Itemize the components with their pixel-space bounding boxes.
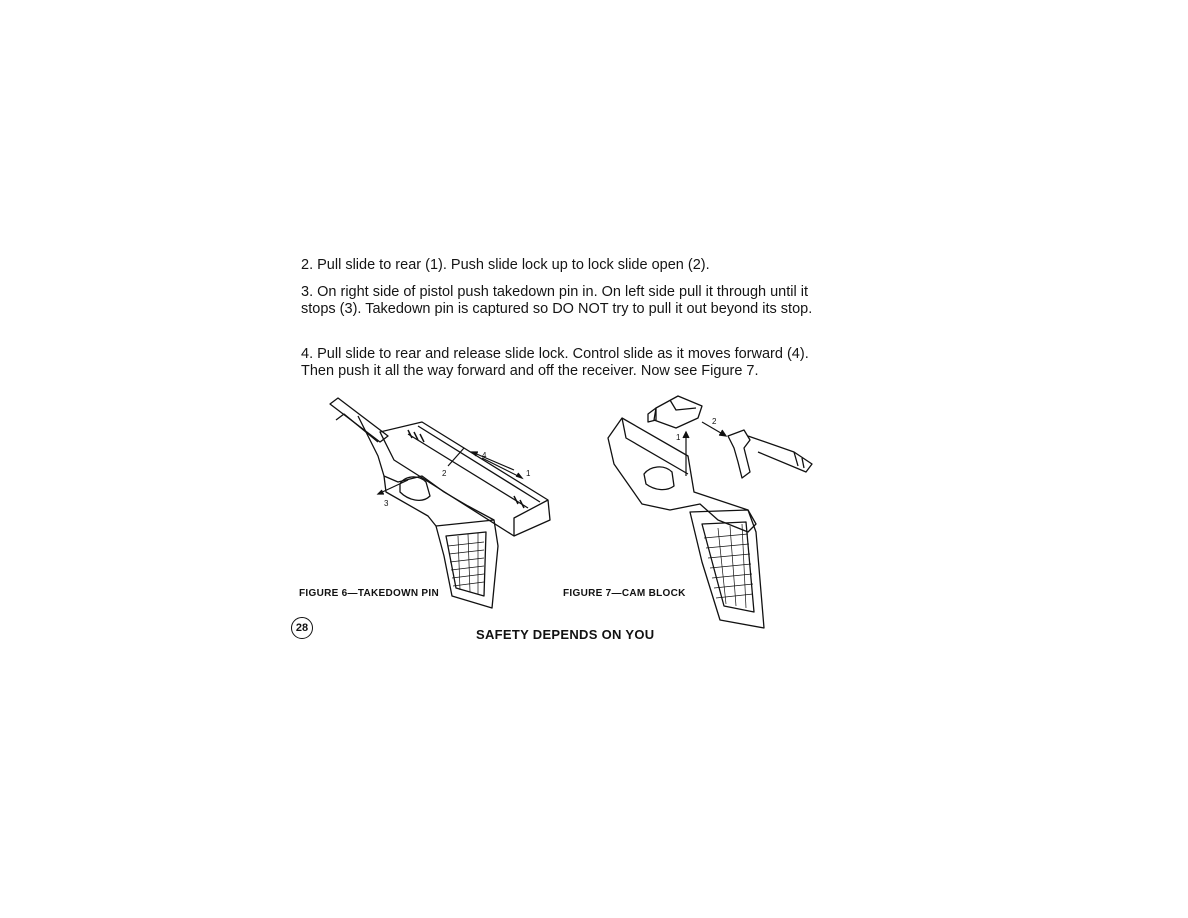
arrow-4 <box>472 452 514 470</box>
instruction-step-2: 2. Pull slide to rear (1). Push slide lock up to lock slide open (2). <box>301 257 710 273</box>
page-number: 28 <box>291 617 313 639</box>
arrow-1 <box>482 458 522 478</box>
instruction-step-4: 4. Pull slide to rear and release slide lock. Control slide as it moves forward (4). Then push it all the way forward and off the receiver. Now see Figure 7. <box>301 346 809 379</box>
grip <box>436 520 498 608</box>
trigger-guard <box>644 467 674 490</box>
callout-1: 1 <box>676 433 681 442</box>
takedown-pin-illustration <box>318 396 558 611</box>
slide-lock <box>728 430 750 478</box>
figure-7-caption: FIGURE 7—CAM BLOCK <box>563 588 686 599</box>
footer-text: SAFETY DEPENDS ON YOU <box>476 627 655 642</box>
cam-block <box>654 396 702 428</box>
figure-6-caption: FIGURE 6—TAKEDOWN PIN <box>299 588 440 599</box>
callout-1: 1 <box>526 469 531 478</box>
callout-2: 2 <box>442 469 447 478</box>
callout-2: 2 <box>712 417 717 426</box>
callout-4: 4 <box>482 451 487 460</box>
callout-3: 3 <box>384 499 389 508</box>
instruction-step-3: 3. On right side of pistol push takedown pin in. On left side pull it through until it stops (3). Takedown pin is captured so DO NOT try to pull it out beyond its stop. <box>301 284 813 317</box>
receiver <box>608 418 756 532</box>
barrel <box>330 398 388 442</box>
